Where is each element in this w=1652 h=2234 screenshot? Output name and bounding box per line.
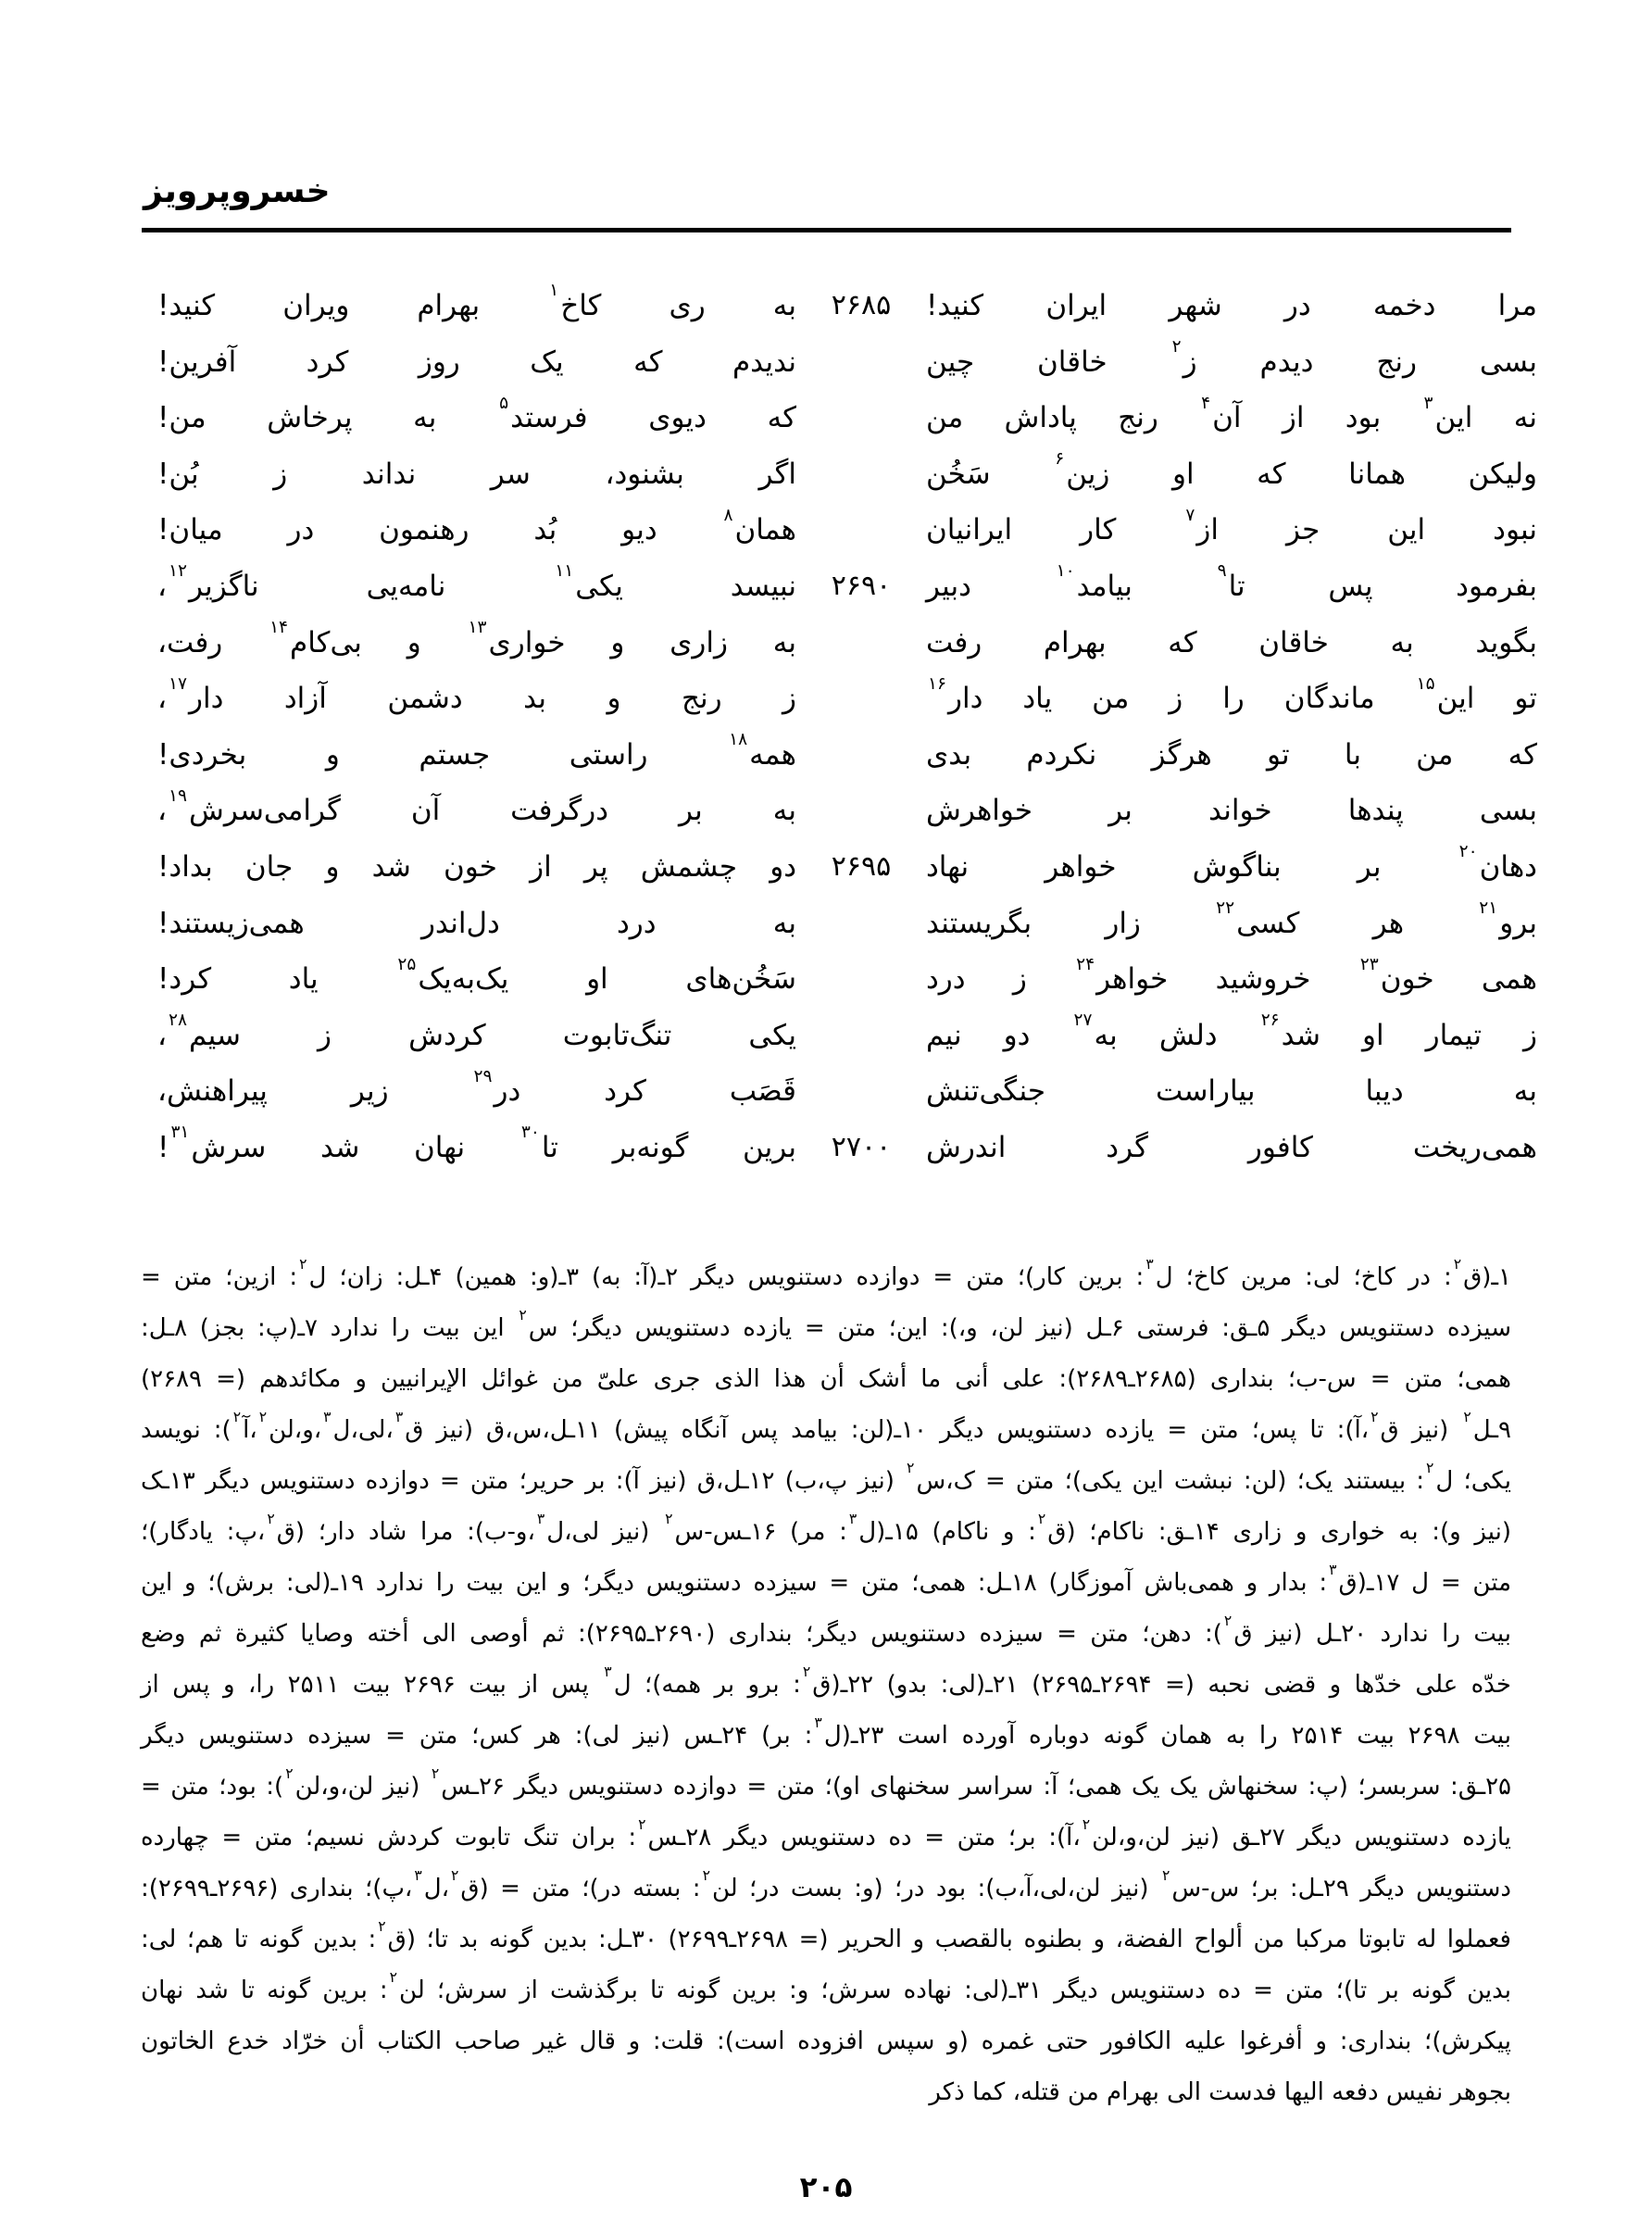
hemistich-first: همی‌ریخت کافور گرد اندرش bbox=[926, 1130, 1537, 1164]
hemistich-first: همی خون$^{۲۳}$ خروشید خواهر$^{۲۴}$ ز درد bbox=[926, 954, 1538, 997]
footnote-marker: ۲ bbox=[802, 1663, 811, 1680]
hemistich-second: ز رنج و بد دشمن آزاد دار$^{۱۷}$، bbox=[157, 673, 796, 716]
footnote-marker: ۱۲ bbox=[169, 561, 187, 582]
footnote-marker: ۹ bbox=[1217, 561, 1227, 582]
footnote-marker: ۱۴ bbox=[269, 617, 289, 637]
verse-row bbox=[157, 1120, 1537, 1176]
hemistich-second: برین گونه‌بر تا$^{۳۰}$ نهان شد سرش$^{۳۱}$! bbox=[157, 1123, 796, 1164]
verse-row bbox=[157, 671, 1537, 727]
footnote-line: فعملوا له تابوتا مرکبا من ألواح الفضة، و بطنوه بالقصب و الحریر (= ۲۶۹۸ـ۲۶۹۹) ۳۰ـل: بدین گونه بد تا؛ (ق$^۲$: بدین گونه تا هم؛ لی: bbox=[141, 1917, 1511, 1953]
footnote-marker: ۲۹ bbox=[473, 1066, 493, 1086]
footnote-marker: ۳ bbox=[414, 1866, 422, 1884]
footnote-marker: ۲ bbox=[1161, 1866, 1170, 1884]
footnote-marker: ۱۳ bbox=[468, 617, 487, 637]
footnote-line: یکی؛ ل$^۲$: بیستند یک؛ (لن: نبشت این یکی)؛ متن = ک،س$^۲$ (نیز پ،ب) ۱۲ـل،ق (نیز آ): بر حریر؛ متن = دوازده دستنویس دیگر ۱۳ـک bbox=[141, 1459, 1511, 1495]
footnote-marker: ۳ bbox=[1423, 393, 1433, 413]
hemistich-second: دو چشمش پر از خون شد و جان بداد! bbox=[157, 849, 796, 884]
verse-number: ۲۶۸۵ bbox=[831, 289, 892, 321]
hemistich-second: سَخُن‌های او یک‌به‌یک$^{۲۵}$ یاد کرد! bbox=[157, 954, 796, 997]
hemistich-first: که من با تو هرگز نکردم بدی bbox=[926, 737, 1537, 772]
footnote-marker: ۲ bbox=[1037, 1510, 1046, 1527]
footnote-marker: ۲ bbox=[285, 1764, 294, 1782]
footnote-marker: ۲ bbox=[1463, 1408, 1471, 1425]
verse-number bbox=[796, 446, 926, 503]
hemistich-second: به بر درگرفت آن گرامی‌سرش$^{۱۹}$، bbox=[157, 785, 796, 828]
footnote-marker: ۳۰ bbox=[520, 1123, 540, 1143]
hemistich-second: به درد دل‌اندر همی‌زیستند! bbox=[157, 906, 796, 940]
verse-row bbox=[157, 446, 1537, 503]
footnote-line: خدّه علی خدّها و قضی نحبه (= ۲۶۹۴ـ۲۶۹۵) ۲۱ـ(لی: بدو) ۲۲ـ(ق$^۲$: برو بر همه)؛ ل$^۳$ پس از بیت ۲۶۹۶ بیت ۲۵۱۱ را، و پس از bbox=[141, 1663, 1511, 1699]
footnote-marker: ۲۳ bbox=[1359, 954, 1379, 974]
footnotes-block bbox=[141, 1252, 1511, 2118]
verse-number bbox=[796, 334, 926, 391]
verse-number: ۲۷۰۰ bbox=[831, 1130, 892, 1163]
verse-row bbox=[157, 1008, 1537, 1064]
footnote-marker: ۱۸ bbox=[729, 730, 748, 750]
footnote-line: همی؛ متن = س-ب؛ بنداری (۲۶۸۵ـ۲۶۸۹): علی أنی ما أشک أن هذا الذی جری علیّ من غوائل الإیرانیین و مکائدهم (= ۲۶۸۹) bbox=[141, 1365, 1512, 1393]
footnote-marker: ۳ bbox=[394, 1408, 404, 1425]
footnote-marker: ۲۱ bbox=[1479, 897, 1498, 918]
footnote-marker: ۲ bbox=[519, 1306, 527, 1324]
verse-number bbox=[796, 1008, 926, 1064]
footnote-marker: ۲ bbox=[1223, 1612, 1233, 1629]
footnote-marker: ۸ bbox=[723, 505, 733, 525]
footnote-marker: ۲۸ bbox=[169, 1010, 187, 1031]
footnote-line: سیزده دستنویس دیگر ۵ـق: فرستی ۶ـل (نیز لن، و،): این؛ متن = یازده دستنویس دیگر؛ س$^۲$ این بیت را ندارد ۷ـ(پ: بجز) ۸ـل: bbox=[141, 1306, 1512, 1342]
hemistich-first: ز تیمار او شد$^{۲۶}$ دلش به$^{۲۷}$ دو نیم bbox=[926, 1010, 1537, 1052]
footnote-line: (نیز و): به خواری و زاری ۱۴ـق: ناکام؛ (ق$^۲$: و ناکام) ۱۵ـ(ل$^۳$: مر) ۱۶ـس-س$^۲$ (نیز لی،ل$^۳$،و-ب): مرا شاد دار؛ (ق$^۲$،پ: یادگار)؛ bbox=[141, 1510, 1511, 1546]
footnote-line: بیت ۲۶۹۸ بیت ۲۵۱۴ را به همان گونه دوباره آورده است ۲۳ـ(ل$^۳$: بر) ۲۴ـس (نیز لی): هر کس؛ متن = سیزده دستنویس دیگر bbox=[141, 1713, 1511, 1750]
footnote-line: بجوهر نفیس دفعه الیها فدست الی بهرام من قتله، کما ذکر bbox=[929, 2078, 1511, 2106]
footnote-marker: ۲ bbox=[1426, 1459, 1434, 1476]
footnote-line: دستنویس دیگر ۲۹ـل: بر؛ س-س$^۲$ (نیز لن،لی،آ،ب): بود در؛ (و: بست در؛ لن$^۲$: بسته در)؛ متن = (ق$^۲$،ل$^۳$،پ)؛ بنداری (۲۶۹۶ـ۲۶۹۹): bbox=[141, 1866, 1512, 1902]
footnote-line: پیکرش)؛ بنداری: و أفرغوا علیه الکافور حتی غمره (و سپس افزوده است): قلت: و قال غیر صاحب الکتاب أن خرّاد خدع الخاتون bbox=[141, 2027, 1511, 2055]
hemistich-second: به ری کاخ$^۱$ بهرام ویران کنید! bbox=[157, 281, 797, 322]
footnote-line: بدین گونه بر تا)؛ متن = ده دستنویس دیگر ۳۱ـ(لی: نهاده سرش؛ و: برین گونه تا برگذشت از سرش؛ لن$^۲$: برین گونه تا شد نهان bbox=[141, 1968, 1511, 2004]
footnote-marker: ۱ bbox=[549, 281, 559, 301]
footnote-line: بیت را ندارد ۲۰ـل (نیز ق$^۲$): دهن؛ متن = سیزده دستنویس دیگر؛ بنداری (۲۶۹۰ـ۲۶۹۵): ثم أوصی الی أخته وصایا کثیرة ثم وضع bbox=[141, 1612, 1511, 1648]
footnote-marker: ۲ bbox=[451, 1866, 459, 1884]
footnote-marker: ۲ bbox=[1370, 1408, 1379, 1425]
hemistich-second: ندیدم که یک روز کرد آفرین! bbox=[157, 345, 796, 379]
hemistich-first: مرا دخمه در شهر ایران کنید! bbox=[926, 289, 1537, 322]
footnote-marker: ۳ bbox=[536, 1510, 545, 1527]
footnote-marker: ۲ bbox=[1171, 336, 1182, 357]
verse-row bbox=[157, 896, 1537, 952]
footnote-marker: ۳ bbox=[848, 1510, 857, 1527]
hemistich-first: دهان$^{۲۰}$ بر بناگوش خواهر نهاد bbox=[926, 842, 1537, 884]
verse-number bbox=[796, 502, 926, 558]
footnote-line: ۱ـ(ق$^۲$: در کاخ؛ لی: مرین کاخ؛ ل$^۳$: برین کار)؛ متن = دوازده دستنویس دیگر ۲ـ(آ: به) ۳ـ(و: همین) ۴ـل: زان؛ ل$^۲$: ازین؛ متن = bbox=[141, 1255, 1511, 1291]
hemistich-second: همه$^{۱۸}$ راستی جستم و بخردی! bbox=[157, 730, 796, 772]
footnote-line: یازده دستنویس دیگر ۲۷ـق (نیز لن،و،لن$^۲$،آ): بر؛ متن = ده دستنویس دیگر ۲۸ـس$^۲$: بران تنگ تابوت کردش نسیم؛ متن = چهارده bbox=[141, 1815, 1511, 1851]
verse-block bbox=[157, 278, 1537, 1176]
verse-number bbox=[796, 671, 926, 727]
verse-row bbox=[157, 727, 1537, 784]
header-rule bbox=[142, 228, 1511, 232]
hemistich-first: نبود این جز از$^۷$ کار ایرانیان bbox=[926, 505, 1537, 547]
hemistich-second: اگر بشنود، سر نداند ز بُن! bbox=[157, 457, 796, 491]
footnote-marker: ۲ bbox=[665, 1510, 673, 1527]
footnote-marker: ۲۶ bbox=[1260, 1010, 1280, 1031]
verse-row bbox=[157, 783, 1537, 839]
footnote-marker: ۲ bbox=[1082, 1815, 1091, 1833]
footnote-marker: ۳۱ bbox=[170, 1123, 190, 1143]
footnote-marker: ۱۹ bbox=[169, 785, 187, 806]
hemistich-second: یکی تنگ‌تابوت کردش ز سیم$^{۲۸}$، bbox=[157, 1010, 796, 1052]
footnote-marker: ۲ bbox=[638, 1815, 646, 1833]
footnote-marker: ۲۵ bbox=[397, 954, 417, 974]
hemistich-second: به زاری و خواری$^{۱۳}$ و بی‌کام$^{۱۴}$ رفت، bbox=[157, 617, 797, 659]
hemistich-second: قَصَب کرد در$^{۲۹}$ زیر پیراهنش، bbox=[157, 1066, 796, 1109]
footnote-marker: ۱۶ bbox=[928, 673, 946, 694]
footnote-marker: ۲ bbox=[389, 1968, 398, 1986]
verse-row bbox=[157, 390, 1537, 446]
verse-number bbox=[796, 783, 926, 839]
hemistich-second: که دیوی فرستد$^۵$ به پرخاش من! bbox=[157, 393, 797, 435]
hemistich-first: ولیکن همانا که او زین$^۶$ سَخُن bbox=[926, 449, 1537, 491]
footnote-marker: ۲ bbox=[1453, 1255, 1462, 1273]
hemistich-first: بگوید به خاقان که بهرام رفت bbox=[926, 625, 1537, 659]
page-number: ۲۰۵ bbox=[799, 2171, 853, 2204]
footnote-line: ۹ـل$^۲$ (نیز ق$^۲$،آ): تا پس؛ متن = یازده دستنویس دیگر ۱۰ـ(لن: بیامد پس آنگاه پیش) ۱۱ـل،س،ق (نیز ق$^۳$،لی،ل$^۳$،و،لن$^۲$،آ$^۲$): نویسد bbox=[141, 1408, 1511, 1444]
verse-row bbox=[157, 951, 1537, 1008]
footnote-marker: ۳ bbox=[814, 1713, 822, 1731]
verse-row bbox=[157, 1063, 1537, 1120]
verse-number bbox=[796, 615, 926, 671]
hemistich-first: بسی رنج دیدم ز$^۲$ خاقان چین bbox=[926, 336, 1537, 379]
footnote-marker: ۱۰ bbox=[1056, 561, 1075, 582]
hemistich-first: بسی پندها خواند بر خواهرش bbox=[926, 794, 1537, 828]
footnote-marker: ۲ bbox=[258, 1408, 268, 1425]
footnote-marker: ۴ bbox=[1201, 393, 1211, 413]
verse-number bbox=[796, 727, 926, 784]
footnote-marker: ۲۰ bbox=[1458, 842, 1478, 862]
verse-number bbox=[796, 951, 926, 1008]
footnote-marker: ۲۷ bbox=[1073, 1010, 1093, 1031]
running-head-title: خسروپرویز bbox=[144, 172, 331, 210]
footnote-marker: ۳ bbox=[1329, 1561, 1337, 1578]
footnote-marker: ۳ bbox=[323, 1408, 332, 1425]
footnote-marker: ۲ bbox=[267, 1510, 275, 1527]
footnote-marker: ۳ bbox=[604, 1663, 612, 1680]
hemistich-first: بفرمود پس تا$^۹$ بیامد$^{۱۰}$ دبیر bbox=[926, 561, 1537, 603]
verse-number bbox=[796, 896, 926, 952]
verse-row bbox=[157, 278, 1537, 334]
verse-row bbox=[157, 558, 1537, 615]
footnote-marker: ۳ bbox=[1145, 1255, 1154, 1273]
footnote-marker: ۲ bbox=[299, 1255, 307, 1273]
footnote-marker: ۲ bbox=[431, 1764, 440, 1782]
hemistich-first: به دیبا بیاراست جنگی‌تنش bbox=[926, 1074, 1537, 1109]
footnote-line: متن = ل ۱۷ـ(ق$^۳$: بدار و همی‌باش آموزگار) ۱۸ـل: همی؛ متن = سیزده دستنویس دیگر؛ و این بیت را ندارد ۱۹ـ(لی: برش)؛ و این bbox=[141, 1561, 1511, 1597]
verse-row bbox=[157, 839, 1537, 896]
verse-number: ۲۶۹۰ bbox=[831, 569, 892, 602]
verse-number bbox=[796, 390, 926, 446]
verse-number: ۲۶۹۵ bbox=[831, 849, 892, 883]
hemistich-first: برو$^{۲۱}$ هر کسی$^{۲۲}$ زار بگریستند bbox=[926, 897, 1537, 940]
footnote-marker: ۵ bbox=[499, 393, 509, 413]
verse-row bbox=[157, 502, 1537, 558]
footnote-marker: ۲ bbox=[907, 1459, 915, 1476]
footnote-marker: ۲ bbox=[378, 1917, 386, 1935]
footnote-marker: ۲ bbox=[702, 1866, 710, 1884]
hemistich-first: تو این$^{۱۵}$ ماندگان را ز من یاد دار$^{۱۶}$ bbox=[928, 673, 1537, 716]
footnote-marker: ۲۴ bbox=[1076, 954, 1095, 974]
footnote-marker: ۲۲ bbox=[1216, 897, 1235, 918]
footnote-marker: ۶ bbox=[1055, 449, 1065, 470]
footnote-line: ۲۵ـق: سربسر؛ (پ: سخنهاش یک یک همی؛ آ: سراسر سخنهای او)؛ متن = دوازده دستنویس دیگر ۲۶ـس$^۲$ (نیز لن،و،لن$^۲$): بود؛ متن = bbox=[141, 1764, 1512, 1801]
footnote-marker: ۷ bbox=[1185, 505, 1195, 525]
hemistich-first: نه این$^۳$ بود از آن$^۴$ رنج پاداش من bbox=[926, 393, 1537, 435]
footnote-marker: ۲ bbox=[232, 1408, 242, 1425]
footnote-marker: ۱۵ bbox=[1416, 673, 1435, 694]
verse-row bbox=[157, 334, 1537, 391]
footnote-marker: ۱۱ bbox=[555, 561, 574, 582]
footnote-marker: ۱۷ bbox=[169, 673, 187, 694]
hemistich-second: نبیسد یکی$^{۱۱}$ نامه‌یی ناگزیر$^{۱۲}$، bbox=[157, 561, 796, 603]
verse-number bbox=[796, 1063, 926, 1120]
hemistich-second: همان$^۸$ دیو بُد رهنمون در میان! bbox=[157, 505, 796, 547]
verse-row bbox=[157, 615, 1537, 671]
